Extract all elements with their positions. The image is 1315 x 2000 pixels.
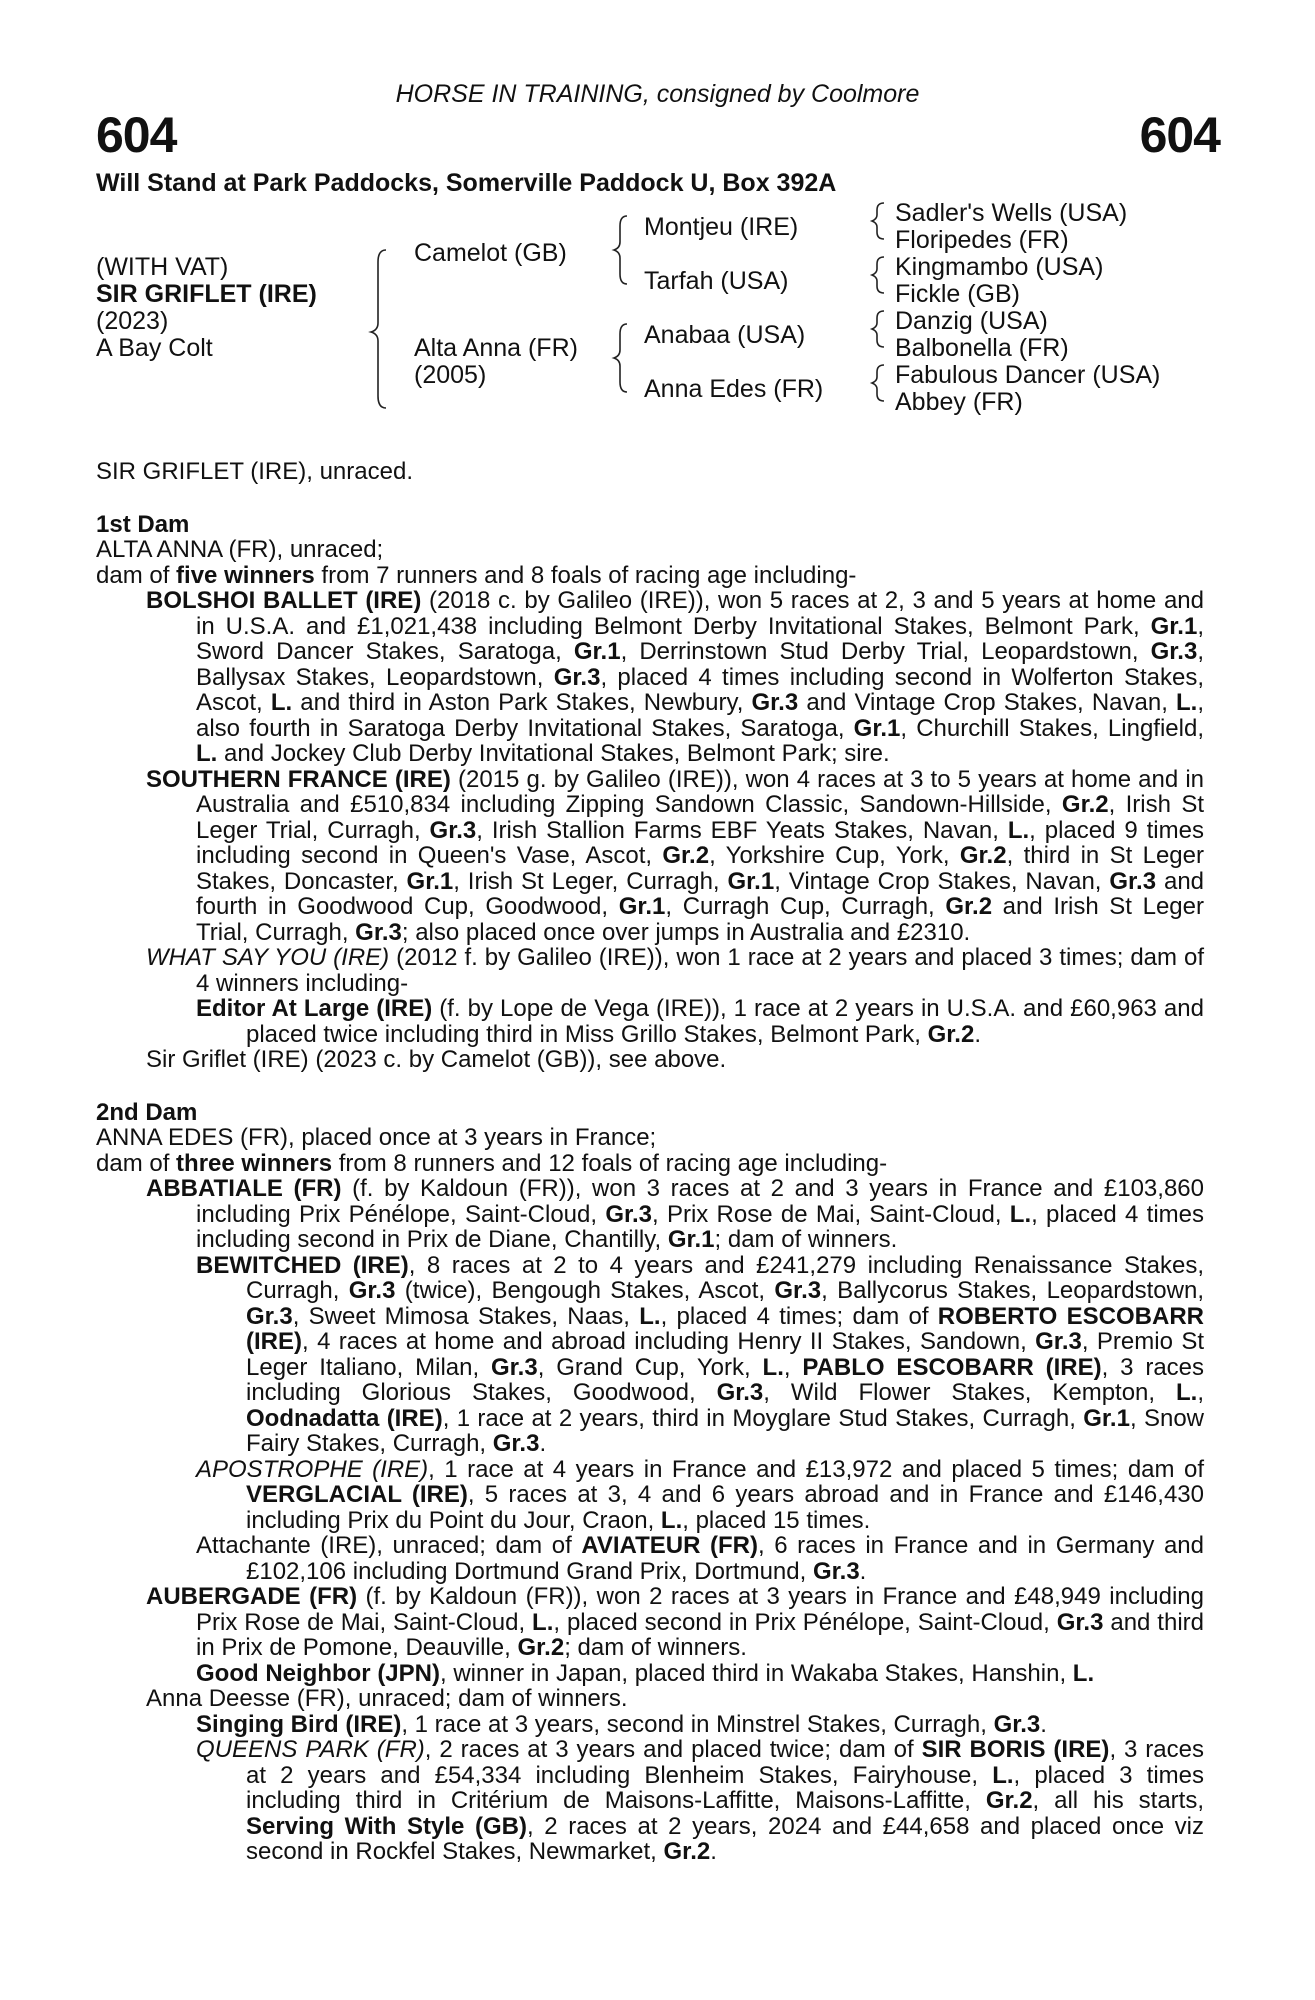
produce-aubergade: AUBERGADE (FR) (f. by Kaldoun (FR)), won 2 races at 3 years in France and £48,949 including Prix Rose de Mai, Saint-Cloud, L., placed second in Prix Pénélope, Saint-Cloud, Gr.3 and third in Prix de Pomone, Deauville, Gr.2; dam of winners. bbox=[146, 1583, 1204, 1661]
race-grade: L. bbox=[1009, 1200, 1032, 1228]
race-grade: Gr.3 bbox=[993, 1710, 1041, 1738]
bracket-sire-line bbox=[614, 216, 627, 284]
race-grade: Gr.3 bbox=[429, 816, 477, 844]
great-grandsire-2: Kingmambo (USA) bbox=[895, 253, 1104, 281]
race-grade: L. bbox=[270, 689, 293, 716]
granddam-1: Tarfah (USA) bbox=[644, 267, 789, 295]
race-grade: Gr.3 bbox=[1150, 638, 1198, 665]
horse-name: SIR GRIFLET (IRE) bbox=[96, 280, 317, 308]
produce-anna-deesse: Anna Deesse (FR), unraced; dam of winners. bbox=[146, 1685, 628, 1712]
race-grade: Gr.2 bbox=[945, 893, 993, 920]
race-grade: Gr.2 bbox=[1061, 791, 1109, 818]
race-grade: Gr.3 bbox=[774, 1277, 822, 1304]
sire: Camelot (GB) bbox=[414, 239, 567, 267]
race-grade: L. bbox=[660, 1506, 683, 1534]
first-dam-produce: dam of five winners from 7 runners and 8 foals of racing age including- bbox=[96, 561, 857, 589]
grandsire-1: Montjeu (IRE) bbox=[644, 213, 799, 241]
second-dam-line: ANNA EDES (FR), placed once at 3 years in France; bbox=[96, 1124, 657, 1151]
location-line: Will Stand at Park Paddocks, Somerville Paddock U, Box 392A bbox=[96, 169, 837, 197]
great-grandsire-4: Fabulous Dancer (USA) bbox=[895, 361, 1161, 389]
horse-description: A Bay Colt bbox=[96, 334, 213, 362]
race-grade: L. bbox=[1072, 1659, 1095, 1687]
race-grade: L. bbox=[639, 1302, 661, 1330]
produce-sir-griflet: Sir Griflet (IRE) (2023 c. by Camelot (GB)), see above. bbox=[146, 1046, 727, 1073]
race-grade: Gr.2 bbox=[662, 842, 710, 869]
race-grade: Gr.3 bbox=[1056, 1608, 1104, 1636]
produce-good-neighbor: Good Neighbor (JPN), winner in Japan, placed third in Wakaba Stakes, Hanshin, L. bbox=[196, 1659, 1095, 1687]
race-grade: Gr.2 bbox=[985, 1787, 1033, 1814]
race-grade: Gr.3 bbox=[751, 689, 799, 716]
race-grade: Gr.1 bbox=[618, 893, 666, 920]
consignment-line: HORSE IN TRAINING, consigned by Coolmore bbox=[395, 80, 920, 108]
race-grade: Gr.1 bbox=[727, 867, 775, 895]
race-grade: Gr.3 bbox=[492, 1430, 540, 1457]
produce-singing-bird: Singing Bird (IRE), 1 race at 3 years, second in Minstrel Stakes, Curragh, Gr.3. bbox=[196, 1710, 1047, 1738]
race-grade: Gr.1 bbox=[1083, 1404, 1130, 1432]
pedigree-brackets bbox=[0, 0, 1315, 430]
race-grade: Gr.2 bbox=[927, 1020, 975, 1048]
race-grade: Gr.3 bbox=[1109, 867, 1157, 895]
dam-year: (2005) bbox=[414, 361, 487, 389]
race-grade: Gr.2 bbox=[517, 1634, 565, 1661]
race-grade: L. bbox=[992, 1761, 1014, 1789]
great-granddam-3: Balbonella (FR) bbox=[895, 334, 1069, 362]
great-granddam-1: Floripedes (FR) bbox=[895, 226, 1069, 254]
great-grandsire-3: Danzig (USA) bbox=[895, 307, 1048, 335]
produce-editor-at-large: Editor At Large (IRE) (f. by Lope de Vega (IRE)), 1 race at 2 years in U.S.A. and £60,963 and placed twice including third in Miss Grillo Stakes, Belmont Park, Gr.2. bbox=[196, 995, 1204, 1048]
race-grade: Gr.3 bbox=[246, 1302, 293, 1330]
race-grade: Gr.1 bbox=[1150, 612, 1198, 640]
lot-number-left: 604 bbox=[96, 107, 177, 163]
race-grade: L. bbox=[196, 740, 218, 767]
produce-bewitched: BEWITCHED (IRE), 8 races at 2 to 4 years and £241,279 including Renaissance Stakes, Curragh, Gr.3 (twice), Bengough Stakes, Ascot, Gr.3, Ballycorus Stakes, Leopardstown, Gr.3, Sweet Mimosa Stakes, Naas, L., placed 4 times; dam of ROBERTO ESCOBARR (IRE), 4 races at home and abroad including Henry II Stakes, Sandown, Gr.3, Premio St Leger Italiano, Milan, Gr.3, Grand Cup, York, L., PABLO ESCOBARR (IRE), 3 races including Glorious Stakes, Goodwood, Gr.3, Wild Flower Stakes, Kempton, L., Oodnadatta (IRE), 1 race at 2 years, third in Moyglare Stud Stakes, Curragh, Gr.1, Snow Fairy Stakes, Curragh, Gr.3. bbox=[196, 1251, 1205, 1457]
summary-line: SIR GRIFLET (IRE), unraced. bbox=[96, 458, 413, 485]
race-grade: Gr.2 bbox=[959, 842, 1007, 869]
race-grade: Gr.1 bbox=[667, 1226, 715, 1253]
second-dam-heading: 2nd Dam bbox=[96, 1098, 198, 1126]
produce-what-say-you: WHAT SAY YOU (IRE) (2012 f. by Galileo (IRE)), won 1 race at 2 years and placed 3 times; dam of 4 winners including- bbox=[146, 944, 1205, 997]
race-grade: Gr.3 bbox=[716, 1379, 764, 1406]
first-dam-heading: 1st Dam bbox=[96, 510, 190, 538]
bracket-ggs-2 bbox=[872, 257, 884, 293]
great-granddam-4: Abbey (FR) bbox=[895, 388, 1023, 416]
race-grade: L. bbox=[532, 1608, 554, 1636]
vat-label: (WITH VAT) bbox=[96, 253, 229, 281]
race-grade: Gr.1 bbox=[573, 638, 621, 665]
bracket-sire-dam bbox=[371, 250, 386, 408]
race-grade: Gr.3 bbox=[553, 663, 601, 691]
race-grade: Gr.3 bbox=[348, 1277, 396, 1304]
race-grade: Gr.1 bbox=[853, 714, 901, 742]
race-grade: Gr.3 bbox=[491, 1353, 538, 1381]
race-grade: Gr.2 bbox=[663, 1838, 711, 1865]
produce-attachante: Attachante (IRE), unraced; dam of AVIATEUR (FR), 6 races in France and in Germany and £102,106 including Dortmund Grand Prix, Dortmund, Gr.3. bbox=[196, 1532, 1204, 1585]
bracket-dam-line bbox=[614, 324, 627, 392]
horse-year: (2023) bbox=[96, 307, 169, 335]
bracket-ggs-1 bbox=[872, 203, 884, 239]
race-grade: L. bbox=[1176, 1379, 1198, 1406]
race-grade: Gr.3 bbox=[355, 918, 402, 946]
great-granddam-2: Fickle (GB) bbox=[895, 280, 1020, 308]
produce-bolshoi-ballet: BOLSHOI BALLET (IRE) (2018 c. by Galileo (IRE)), won 5 races at 2, 3 and 5 years at home and in U.S.A. and £1,021,438 including Belmont Derby Invitational Stakes, Belmont Park, Gr.1, Sword Dancer Stakes, Saratoga, Gr.1, Derrinstown Stud Derby Trial, Leopardstown, Gr.3, Ballysax Stakes, Leopardstown, Gr.3, placed 4 times including second in Wolferton Stakes, Ascot, L. and third in Aston Park Stakes, Newbury, Gr.3 and Vintage Crop Stakes, Navan, L., also fourth in Saratoga Derby Invitational Stakes, Saratoga, Gr.1, Churchill Stakes, Lingfield, L. and Jockey Club Derby Invitational Stakes, Belmont Park; sire. bbox=[146, 587, 1205, 767]
race-grade: Gr.1 bbox=[406, 867, 454, 895]
produce-southern-france: SOUTHERN FRANCE (IRE) (2015 g. by Galileo (IRE)), won 4 races at 3 to 5 years at home and in Australia and £510,834 including Zipping Sandown Classic, Sandown-Hillside, Gr.2, Irish St Leger Trial, Curragh, Gr.3, Irish Stallion Farms EBF Yeats Stakes, Navan, L., placed 9 times including second in Queen's Vase, Ascot, Gr.2, Yorkshire Cup, York, Gr.2, third in St Leger Stakes, Doncaster, Gr.1, Irish St Leger, Curragh, Gr.1, Vintage Crop Stakes, Navan, Gr.3 and fourth in Goodwood Cup, Goodwood, Gr.1, Curragh Cup, Curragh, Gr.2 and Irish St Leger Trial, Curragh, Gr.3; also placed once over jumps in Australia and £2310. bbox=[146, 765, 1205, 946]
produce-apostrophe: APOSTROPHE (IRE), 1 race at 4 years in France and £13,972 and placed 5 times; dam of VERGLACIAL (IRE), 5 races at 3, 4 and 6 years abroad and in France and £146,430 including Prix du Point du Jour, Craon, L., placed 15 times. bbox=[196, 1455, 1204, 1534]
race-grade: Gr.3 bbox=[1035, 1328, 1082, 1355]
race-grade: L. bbox=[1007, 816, 1030, 844]
grandsire-2: Anabaa (USA) bbox=[644, 321, 806, 349]
catalogue-body bbox=[96, 459, 1204, 1865]
bracket-ggs-3 bbox=[872, 311, 884, 347]
produce-abbatiale: ABBATIALE (FR) (f. by Kaldoun (FR)), won 3 races at 2 and 3 years in France and £103,860 including Prix Pénélope, Saint-Cloud, Gr.3, Prix Rose de Mai, Saint-Cloud, L., placed 4 times including second in Prix de Diane, Chantilly, Gr.1; dam of winners. bbox=[146, 1175, 1204, 1253]
bracket-ggs-4 bbox=[872, 365, 884, 401]
race-grade: Gr.3 bbox=[605, 1200, 653, 1228]
granddam-2: Anna Edes (FR) bbox=[644, 375, 824, 403]
dam: Alta Anna (FR) bbox=[414, 334, 578, 362]
race-grade: L. bbox=[1176, 689, 1198, 716]
lot-number-right: 604 bbox=[1139, 107, 1220, 163]
race-grade: Gr.3 bbox=[812, 1557, 860, 1585]
produce-queens-park: QUEENS PARK (FR), 2 races at 3 years and placed twice; dam of SIR BORIS (IRE), 3 races at 2 years and £54,334 including Blenheim Stakes, Fairyhouse, L., placed 3 times including third in Critérium de Maisons-Laffitte, Maisons-Laffitte, Gr.2, all his starts, Serving With Style (GB), 2 races at 2 years, 2024 and £44,658 and placed once viz second in Rockfel Stakes, Newmarket, Gr.2. bbox=[196, 1736, 1204, 1865]
great-grandsire-1: Sadler's Wells (USA) bbox=[895, 199, 1128, 227]
first-dam-line: ALTA ANNA (FR), unraced; bbox=[96, 536, 384, 563]
second-dam-produce: dam of three winners from 8 runners and 12 foals of racing age including- bbox=[96, 1149, 888, 1177]
race-grade: L. bbox=[762, 1353, 784, 1381]
